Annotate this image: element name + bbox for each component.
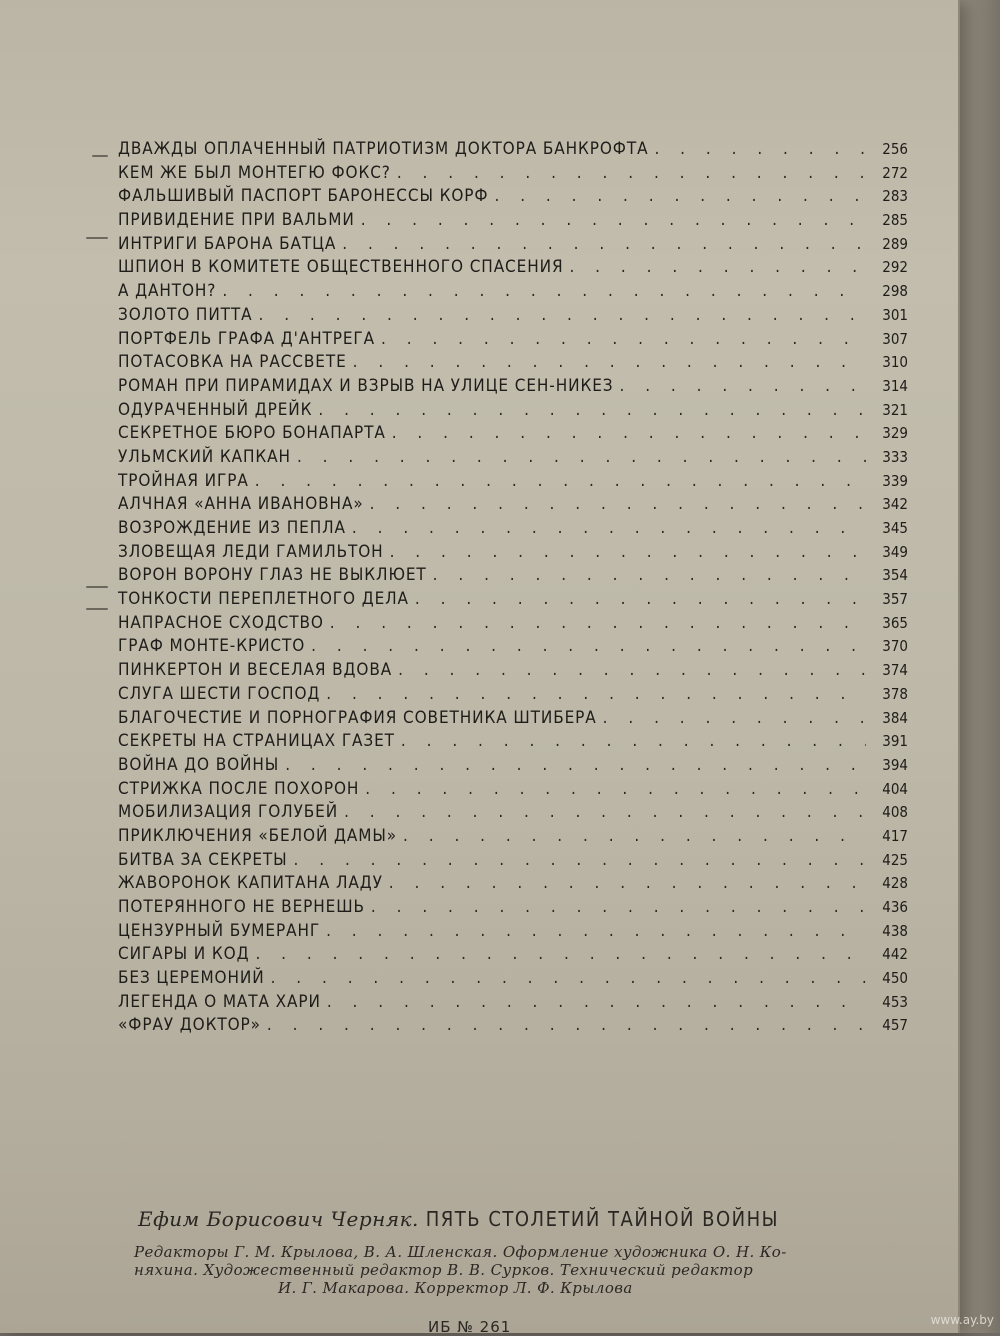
toc-entry-page: 342 bbox=[882, 495, 908, 514]
toc-entry-title: РОМАН ПРИ ПИРАМИДАХ И ВЗРЫВ НА УЛИЦЕ СЕН-НИКЕЗ bbox=[118, 375, 614, 396]
toc-entry-title: СЛУГА ШЕСТИ ГОСПОД bbox=[118, 683, 321, 704]
toc-entry bbox=[118, 707, 908, 731]
toc-entry-title: ШПИОН В КОМИТЕТЕ ОБЩЕСТВЕННОГО СПАСЕНИЯ bbox=[118, 257, 564, 278]
toc-leader-dots bbox=[255, 943, 866, 967]
toc-leader-dots bbox=[330, 612, 866, 636]
toc-entry-title: СЕКРЕТЫ НА СТРАНИЦАХ ГАЗЕТ bbox=[118, 731, 395, 752]
toc-leader-dots bbox=[397, 162, 866, 186]
toc-entry bbox=[118, 1014, 908, 1038]
toc-entry-page: 354 bbox=[882, 566, 908, 585]
toc-entry-page: 339 bbox=[882, 471, 908, 490]
toc-entry bbox=[118, 256, 908, 280]
toc-entry-page: 417 bbox=[882, 826, 908, 845]
toc-entry-page: 298 bbox=[882, 282, 908, 301]
toc-leader-dots bbox=[569, 256, 866, 280]
toc-entry-page: 349 bbox=[882, 542, 908, 561]
toc-leader-dots bbox=[415, 588, 866, 612]
toc-entry-title: ЗЛОВЕЩАЯ ЛЕДИ ГАМИЛЬТОН bbox=[118, 541, 384, 562]
toc-leader-dots bbox=[255, 470, 866, 494]
toc-entry-title: СТРИЖКА ПОСЛЕ ПОХОРОН bbox=[118, 778, 360, 799]
toc-leader-dots bbox=[326, 683, 866, 707]
toc-entry-title: ДВАЖДЫ ОПЛАЧЕННЫЙ ПАТРИОТИЗМ ДОКТОРА БАНКРОФТА bbox=[118, 139, 649, 159]
book-title: ПЯТЬ СТОЛЕТИЙ ТАЙНОЙ ВОЙНЫ bbox=[425, 1207, 780, 1231]
toc-leader-dots bbox=[371, 896, 866, 920]
toc-leader-dots bbox=[222, 280, 866, 304]
toc-entry bbox=[118, 896, 908, 920]
toc-entry-title: ФАЛЬШИВЫЙ ПАСПОРТ БАРОНЕССЫ КОРФ bbox=[118, 186, 489, 207]
credits-line: И. Г. Макарова. Корректор Л. Ф. Крылова bbox=[278, 1279, 633, 1297]
toc-entry bbox=[118, 399, 908, 423]
toc-entry-title: МОБИЛИЗАЦИЯ ГОЛУБЕЙ bbox=[118, 802, 339, 823]
toc-leader-dots bbox=[318, 399, 866, 423]
toc-leader-dots bbox=[398, 659, 866, 683]
toc-entry-page: 256 bbox=[882, 140, 908, 158]
toc-entry-page: 436 bbox=[882, 898, 908, 916]
toc-entry-page: 285 bbox=[882, 211, 908, 230]
toc-entry-page: 310 bbox=[882, 353, 908, 372]
pencil-mark bbox=[92, 155, 108, 157]
toc-leader-dots bbox=[433, 564, 866, 588]
toc-leader-dots bbox=[259, 304, 867, 328]
toc-entry bbox=[118, 185, 908, 209]
toc-leader-dots bbox=[403, 825, 866, 849]
toc-entry bbox=[118, 517, 908, 541]
ib-number: ИБ № 261 bbox=[428, 1318, 512, 1336]
toc-leader-dots bbox=[654, 138, 866, 162]
toc-leader-dots bbox=[619, 375, 866, 399]
toc-entry-title: АЛЧНАЯ «АННА ИВАНОВНА» bbox=[118, 494, 364, 515]
toc-entry-title: ПРИВИДЕНИЕ ПРИ ВАЛЬМИ bbox=[118, 210, 355, 231]
toc-entry-page: 394 bbox=[882, 755, 908, 774]
toc-entry-title: ПРИКЛЮЧЕНИЯ «БЕЛОЙ ДАМЫ» bbox=[118, 825, 398, 846]
toc-entry-page: 370 bbox=[882, 637, 908, 656]
toc-entry bbox=[118, 920, 908, 944]
toc-entry bbox=[118, 849, 908, 873]
toc-leader-dots bbox=[603, 707, 866, 731]
table-of-contents bbox=[118, 138, 908, 1038]
toc-entry-title: А ДАНТОН? bbox=[118, 281, 217, 302]
toc-entry bbox=[118, 422, 908, 446]
toc-entry bbox=[118, 635, 908, 659]
toc-entry-page: 425 bbox=[882, 850, 908, 869]
pencil-mark bbox=[86, 586, 108, 588]
toc-entry-title: ВОЙНА ДО ВОЙНЫ bbox=[118, 754, 280, 775]
colophon bbox=[128, 1207, 918, 1297]
toc-entry bbox=[118, 446, 908, 470]
toc-leader-dots bbox=[495, 185, 867, 209]
toc-entry-page: 272 bbox=[882, 163, 908, 182]
toc-entry bbox=[118, 801, 908, 825]
toc-entry-page: 450 bbox=[882, 969, 908, 988]
toc-entry bbox=[118, 351, 908, 375]
toc-entry-page: 378 bbox=[882, 684, 908, 703]
toc-leader-dots bbox=[311, 635, 866, 659]
toc-entry-title: ПОРТФЕЛЬ ГРАФА Д'АНТРЕГА bbox=[118, 328, 376, 349]
credits bbox=[128, 1243, 918, 1297]
toc-entry-page: 307 bbox=[882, 329, 908, 348]
toc-entry bbox=[118, 564, 908, 588]
toc-entry-title: БИТВА ЗА СЕКРЕТЫ bbox=[118, 849, 288, 870]
toc-leader-dots bbox=[390, 541, 866, 565]
author-name: Ефим Борисович Черняк. bbox=[138, 1207, 419, 1231]
toc-entry-title: ИНТРИГИ БАРОНА БАТЦА bbox=[118, 233, 337, 254]
watermark-text: www.ay.by bbox=[930, 1313, 994, 1327]
toc-entry-title: ТОНКОСТИ ПЕРЕПЛЕТНОГО ДЕЛА bbox=[118, 589, 409, 610]
toc-leader-dots bbox=[294, 849, 866, 873]
toc-entry-title: ЦЕНЗУРНЫЙ БУМЕРАНГ bbox=[118, 920, 321, 941]
toc-entry-page: 428 bbox=[882, 874, 908, 893]
toc-entry-page: 408 bbox=[882, 803, 908, 822]
toc-leader-dots bbox=[381, 328, 866, 352]
toc-entry bbox=[118, 872, 908, 896]
toc-entry-page: 321 bbox=[882, 400, 908, 419]
toc-entry-page: 391 bbox=[882, 732, 908, 751]
toc-entry-title: ПОТЕРЯННОГО НЕ ВЕРНЕШЬ bbox=[118, 897, 365, 917]
toc-leader-dots bbox=[327, 991, 866, 1015]
toc-entry bbox=[118, 943, 908, 967]
toc-entry-page: 283 bbox=[882, 187, 908, 206]
toc-entry-page: 292 bbox=[882, 258, 908, 277]
toc-entry-title: ЗОЛОТО ПИТТА bbox=[118, 304, 253, 325]
toc-leader-dots bbox=[297, 446, 866, 470]
toc-entry-page: 329 bbox=[882, 424, 908, 443]
toc-entry-title: ВОЗРОЖДЕНИЕ ИЗ ПЕПЛА bbox=[118, 518, 346, 538]
toc-entry-title: БЕЗ ЦЕРЕМОНИЙ bbox=[118, 968, 265, 989]
toc-entry-title: «ФРАУ ДОКТОР» bbox=[118, 1015, 261, 1036]
pencil-mark bbox=[86, 608, 108, 610]
toc-entry-title: СИГАРЫ И КОД bbox=[118, 944, 250, 965]
toc-entry bbox=[118, 280, 908, 304]
toc-entry bbox=[118, 541, 908, 565]
toc-entry-page: 289 bbox=[882, 234, 908, 253]
toc-leader-dots bbox=[361, 209, 866, 233]
toc-leader-dots bbox=[352, 517, 866, 541]
toc-entry-page: 374 bbox=[882, 661, 908, 680]
toc-entry-title: УЛЬМСКИЙ КАПКАН bbox=[118, 446, 291, 467]
toc-entry-title: ВОРОН ВОРОНУ ГЛАЗ НЕ ВЫКЛЮЕТ bbox=[118, 565, 427, 586]
toc-entry bbox=[118, 233, 908, 257]
toc-leader-dots bbox=[342, 233, 866, 257]
toc-leader-dots bbox=[389, 872, 866, 896]
toc-entry bbox=[118, 209, 908, 233]
toc-entry-title: ЛЕГЕНДА О МАТА ХАРИ bbox=[118, 991, 321, 1012]
toc-entry bbox=[118, 328, 908, 352]
toc-leader-dots bbox=[326, 920, 866, 944]
toc-entry bbox=[118, 683, 908, 707]
toc-entry-page: 333 bbox=[882, 447, 908, 466]
toc-leader-dots bbox=[353, 351, 866, 375]
toc-entry-page: 404 bbox=[882, 779, 908, 798]
toc-leader-dots bbox=[344, 801, 866, 825]
toc-leader-dots bbox=[267, 1014, 866, 1038]
toc-leader-dots bbox=[370, 493, 866, 517]
toc-entry-page: 457 bbox=[882, 1016, 908, 1035]
toc-entry-title: ПОТАСОВКА НА РАССВЕТЕ bbox=[118, 352, 347, 373]
toc-entry-title: НАПРАСНОЕ СХОДСТВО bbox=[118, 612, 324, 633]
toc-leader-dots bbox=[392, 422, 866, 446]
toc-leader-dots bbox=[365, 778, 866, 802]
toc-entry-page: 365 bbox=[882, 613, 908, 632]
credits-line: Редакторы Г. М. Крылова, В. А. Шленская. Оформление художника О. Н. Ко- bbox=[134, 1243, 787, 1261]
toc-entry-page: 453 bbox=[882, 992, 908, 1011]
toc-entry-page: 314 bbox=[882, 376, 908, 395]
toc-entry-page: 345 bbox=[882, 519, 908, 537]
toc-entry bbox=[118, 612, 908, 636]
toc-entry-title: ТРОЙНАЯ ИГРА bbox=[118, 470, 249, 491]
toc-entry bbox=[118, 659, 908, 683]
toc-entry-title: ЖАВОРОНОК КАПИТАНА ЛАДУ bbox=[118, 873, 383, 894]
credits-line: няхина. Художественный редактор В. В. Сурков. Технический редактор bbox=[134, 1261, 754, 1279]
toc-entry-title: БЛАГОЧЕСТИЕ И ПОРНОГРАФИЯ СОВЕТНИКА ШТИБЕРА bbox=[118, 707, 597, 728]
toc-entry-page: 438 bbox=[882, 921, 908, 940]
toc-entry bbox=[118, 375, 908, 399]
toc-entry bbox=[118, 162, 908, 186]
toc-entry bbox=[118, 967, 908, 991]
pencil-mark bbox=[86, 237, 108, 239]
toc-entry-page: 384 bbox=[882, 708, 908, 727]
toc-entry-page: 357 bbox=[882, 590, 908, 609]
toc-entry-page: 442 bbox=[882, 945, 908, 964]
toc-entry bbox=[118, 991, 908, 1015]
toc-entry bbox=[118, 304, 908, 328]
toc-leader-dots bbox=[271, 967, 866, 991]
toc-entry-title: ОДУРАЧЕННЫЙ ДРЕЙК bbox=[118, 399, 313, 420]
toc-leader-dots bbox=[401, 730, 866, 754]
colophon-title-line bbox=[138, 1207, 918, 1231]
toc-entry bbox=[118, 730, 908, 754]
toc-entry-title: КЕМ ЖЕ БЫЛ МОНТЕГЮ ФОКС? bbox=[118, 162, 391, 183]
toc-entry bbox=[118, 470, 908, 494]
toc-entry bbox=[118, 778, 908, 802]
toc-entry-title: ПИНКЕРТОН И ВЕСЕЛАЯ ВДОВА bbox=[118, 660, 393, 681]
toc-entry bbox=[118, 493, 908, 517]
toc-entry bbox=[118, 754, 908, 778]
toc-leader-dots bbox=[285, 754, 866, 778]
toc-entry-title: СЕКРЕТНОЕ БЮРО БОНАПАРТА bbox=[118, 423, 386, 444]
toc-entry bbox=[118, 138, 908, 162]
toc-entry bbox=[118, 588, 908, 612]
toc-entry-title: ГРАФ МОНТЕ-КРИСТО bbox=[118, 636, 306, 657]
toc-entry bbox=[118, 825, 908, 849]
toc-entry-page: 301 bbox=[882, 305, 908, 324]
